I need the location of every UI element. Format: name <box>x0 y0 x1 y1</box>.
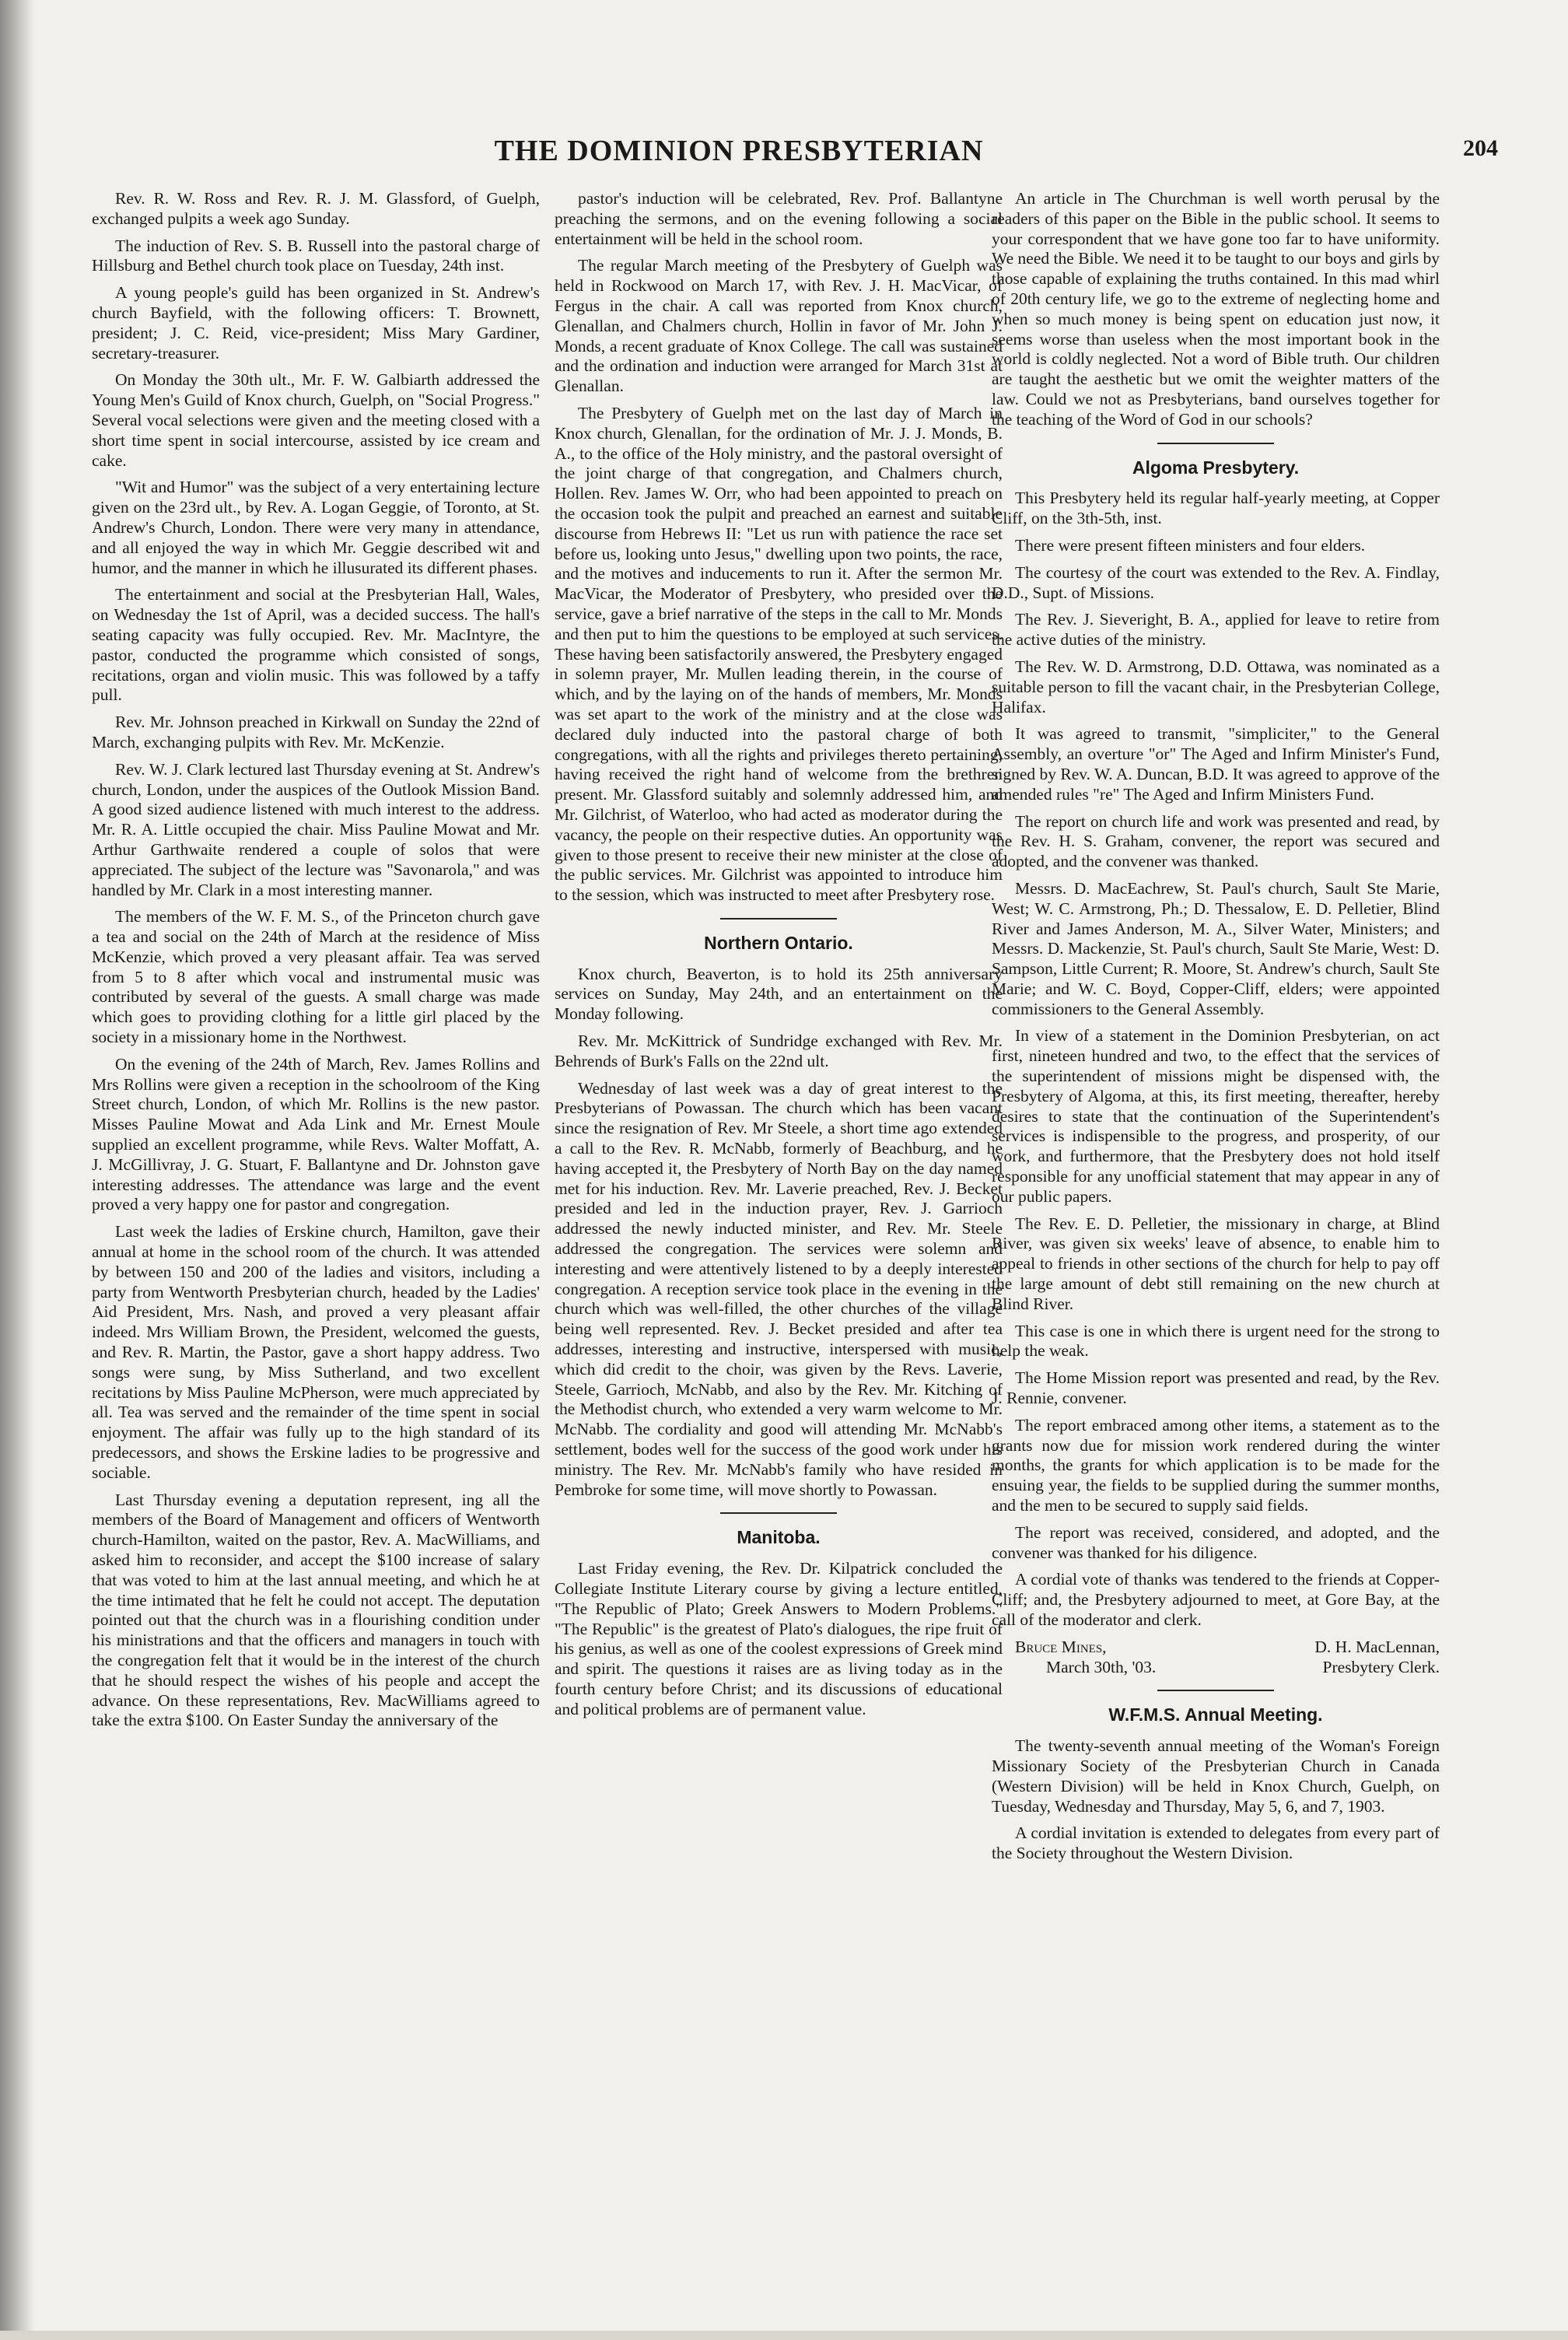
signature-place: Bruce Mines, <box>1015 1637 1107 1656</box>
news-item: The report was received, considered, and adopted, and the convener was thanked for his diligence. <box>992 1522 1440 1562</box>
news-item: The Rev. E. D. Pelletier, the missionary in charge, at Blind River, was given six weeks' leave of absence, to enable him to appeal to friends in other sections of the church for help to pay off the large amount of debt still remaining on the new church at Blind River. <box>992 1214 1440 1313</box>
column-1 <box>92 189 540 2305</box>
news-item: Rev. Mr. McKittrick of Sundridge exchanged with Rev. Mr. Behrends of Burk's Falls on the 22nd ult. <box>555 1032 1003 1070</box>
section-heading-wfms-annual-meeting: W.F.M.S. Annual Meeting. <box>1108 1704 1323 1725</box>
news-item: The members of the W. F. M. S., of the Princeton church gave a tea and social on the 24th of March at the residence of Miss McKenzie, which proved a very pleasant affair. Tea was served from 5 to 8 after which vocal and instrumental music was contributed by several of the guests. A small charge was made which goes to providing clothing for a little girl placed by the society in a missionary home in the Northwest. <box>92 907 540 1047</box>
section-heading-northern-ontario: Northern Ontario. <box>704 932 853 953</box>
section-rule <box>720 918 837 920</box>
section-rule <box>720 1512 837 1514</box>
section-heading-algoma-presbytery: Algoma Presbytery. <box>1132 457 1300 478</box>
news-item: Messrs. D. MacEachrew, St. Paul's church, Sault Ste Marie, West; W. C. Armstrong, Ph.; D. Thessalow, E. D. Pelletier, Blind River and James Anderson, M. A., Silver Water, Ministers; and Messrs. D. Mackenzie, St. Paul's church, Sault Ste Marie, West: D. Sampson, Little Current; R. Moore, St. Andrew's church, Sault Ste Marie; and W. C. Boyd, Copper-Cliff, elders; were appointed commissioners to the General Assembly. <box>992 878 1440 1018</box>
publication-title: THE DOMINION PRESBYTERIAN <box>494 135 984 167</box>
signature-line-2 <box>992 1658 1440 1678</box>
column-3 <box>992 189 1440 2305</box>
news-item: The twenty-seventh annual meeting of the Woman's Foreign Missionary Society of the Presbyterian Church in Canada (Western Division) will be held in Knox Church, Guelph, on Tuesday, Wednesday and Thursday, May 5, 6, and 7, 1903. <box>992 1736 1440 1816</box>
news-item: An article in The Churchman is well worth perusal by the readers of this paper on the Bible in the public school. It seems to your correspondent that we have gone too far to have uniformity. We need the Bible. We need it to be taught to our boys and girls by those capable of explaining the truths contained. In this mad whirl of 20th century life, we go to the extreme of neglecting home and when so much money is being spent on education just now, it seems worse than useless when the most important book in the world is coldly neglected. Not a word of Bible truth. Our children are taught the aesthetic but we omit the weighter matters of the law. Could we not as Presbyterians, band ourselves together for the teaching of the Word of God in our schools? <box>992 189 1440 429</box>
news-item: Last Thursday evening a deputation represent, ing all the members of the Board of Management and officers of Wentworth church-Hamilton, waited on the pastor, Rev. A. MacWilliams, and asked him to reconsider, and accept the $100 increase of salary that was voted to him at the last annual meeting, and which he at the time intimated that he felt he could not accept. The deputation pointed out that the church was in a flourishing condition under his ministrations and that the officers and managers in touch with the congregation felt that it would be in the interest of the church that he should respect the wishes of his people and accept the advance. On these representations, Rev. MacWilliams agreed to take the extra $100. On Easter Sunday the anniversary of the <box>92 1490 540 1730</box>
news-item: A cordial invitation is extended to delegates from every part of the Society throughout the Western Division. <box>992 1823 1440 1863</box>
news-item: This Presbytery held its regular half-yearly meeting, at Copper Cliff, on the 3th-5th, inst. <box>992 489 1440 528</box>
scan-bottom-edge <box>0 2331 1568 2340</box>
section-rule <box>1157 1690 1274 1691</box>
news-item: The Rev. J. Sieveright, B. A., applied for leave to retire from the active duties of the ministry. <box>992 610 1440 650</box>
news-item: The report embraced among other items, a statement as to the grants now due for mission work rendered during the winter months, the grants for which application is to be made for the ensuing year, the fields to be supplied during the summer months, and the men to be secured to supply said fields. <box>992 1415 1440 1515</box>
news-item: It was agreed to transmit, "simpliciter," to the General Assembly, an overture "or" The Aged and Infirm Minister's Fund, signed by Rev. W. A. Duncan, B.D. It was agreed to approve of the amended rules "re" The Aged and Infirm Ministers Fund. <box>992 724 1440 804</box>
news-item: Rev. R. W. Ross and Rev. R. J. M. Glassford, of Guelph, exchanged pulpits a week ago Sunday. <box>92 189 540 228</box>
news-item: pastor's induction will be celebrated, Rev. Prof. Ballantyne preaching the sermons, and on the evening following a social entertainment will be held in the school room. <box>555 189 1003 248</box>
news-item: On the evening of the 24th of March, Rev. James Rollins and Mrs Rollins were given a reception in the schoolroom of the King Street church, London, of which Mr. Rollins is the new pastor. Misses Pauline Mowat and Ada Link and Mr. Ernest Moule supplied an excellent programme, while Revs. Walter Moffatt, A. J. McGillivray, J. G. Stuart, F. Ballantyne and Dr. Johnston gave interesting addresses. The attendance was large and the event proved a very happy one for pastor and congregation. <box>92 1054 540 1214</box>
news-item: Last week the ladies of Erskine church, Hamilton, gave their annual at home in the school room of the church. It was attended by between 150 and 200 of the ladies and visitors, including a party from Wentworth Presbyterian church, headed by the Ladies' Aid President, Mrs. Nash, and proved a very pleasant affair indeed. Mrs William Brown, the President, welcomed the guests, and Rev. R. Martin, the Pastor, gave a short happy address. Two songs were sung, by Miss Sutherland, and two excellent recitations by Miss Pauline McPherson, were much appreciated by all. Tea was served and the remainder of the time spent in social enjoyment. The affair was fully up to the high standard of its predecessors, and shows the Erskine ladies to be progressive and sociable. <box>92 1222 540 1482</box>
signature-date: March 30th, '03. <box>1046 1657 1157 1676</box>
news-item: Knox church, Beaverton, is to hold its 25th anniversary services on Sunday, May 24th, and an entertainment on the Monday following. <box>555 964 1003 1024</box>
page-number: 204 <box>1463 135 1498 161</box>
signature-role: Presbytery Clerk. <box>1322 1657 1440 1676</box>
news-item: Last Friday evening, the Rev. Dr. Kilpatrick concluded the Collegiate Institute Literary course by giving a lecture entitled, "The Republic of Plato; Greek Answers to Modern Problems." "The Republic" is the greatest of Plato's dialogues, the ripe fruit of his genius, as well as one of the coolest expressions of Greek mind and spirit. The questions it raises are as living today as in the fourth century before Christ; and its discussions of educational and political problems are of permanent value. <box>555 1559 1003 1718</box>
signature-line-1 <box>992 1638 1440 1658</box>
news-item: On Monday the 30th ult., Mr. F. W. Galbiarth addressed the Young Men's Guild of Knox church, Guelph, on "Social Progress." Several vocal selections were given and the meeting closed with a short time spent in social intercourse, assisted by ice cream and cake. <box>92 370 540 470</box>
masthead <box>0 131 1568 177</box>
news-item: Rev. W. J. Clark lectured last Thursday evening at St. Andrew's church, London, under the auspices of the Outlook Mission Band. A good sized audience listened with much interest to the address. Mr. R. A. Little occupied the chair. Miss Pauline Mowat and Mr. Arthur Garthwaite rendered a couple of solos that were appreciated. The subject of the lecture was "Savonarola," and was handled by Mr. Clark in a most interesting manner. <box>92 759 540 899</box>
news-item: This case is one in which there is urgent need for the strong to help the weak. <box>992 1321 1440 1361</box>
news-item: There were present fifteen ministers and four elders. <box>1015 535 1366 555</box>
news-item: The entertainment and social at the Presbyterian Hall, Wales, on Wednesday the 1st of April, was a decided success. The hall's seating capacity was fully occupied. Rev. Mr. MacIntyre, the pastor, conducted the programme which consisted of songs, recitations, organ and violin music. This was followed by a taffy pull. <box>92 585 540 705</box>
news-item: The Rev. W. D. Armstrong, D.D. Ottawa, was nominated as a suitable person to fill the vacant chair, in the Presbyterian College, Halifax. <box>992 657 1440 716</box>
news-item: Wednesday of last week was a day of great interest to the Presbyterians of Powassan. The church which has been vacant since the resignation of Rev. Mr Steele, a short time ago extended a call to the Rev. R. McNabb, formerly of Beachburg, and he having accepted it, the Presbytery of North Bay on the day named met for his induction. Rev. Mr. Laverie preached, Rev. J. Becket presided and led in the induction prayer, Rev. J. Garrioch addressed the newly inducted minister, and Rev. Mr. Steele addressed the congregation. The services were solemn and interesting and were attentively listened to by a deeply interested congregation. A reception service took place in the evening in the church which was well-filled, the other churches of the village being well represented. Rev. J. Becket presided and after tea addresses, interesting and instructive, interspersed with music, which did credit to the choir, was given by the Revs. Laverie, Steele, Garrioch, McNabb, and also by the Rev. Mr. Kitching of the Methodist church, who extended a very warm welcome to Mr. McNabb. The cordiality and good will attending Mr. McNabb's settlement, bodes well for the success of the good work under his ministry. The Rev. Mr. McNabb's family who have resided in Pembroke for some time, will move shortly to Powassan. <box>555 1078 1003 1499</box>
section-heading-manitoba: Manitoba. <box>737 1527 821 1548</box>
news-item: A cordial vote of thanks was tendered to the friends at Copper-Cliff; and, the Presbytery adjourned to meet, at Gore Bay, at the call of the moderator and clerk. <box>992 1570 1440 1629</box>
section-rule <box>1157 443 1274 444</box>
news-item: The regular March meeting of the Presbytery of Guelph was held in Rockwood on March 17, with Rev. J. H. MacVicar, of Fergus in the chair. A call was reported from Knox church, Glenallan, and Chalmers church, Hollin in favor of Mr. John J. Monds, a recent graduate of Knox College. The call was sustained and the ordination and induction were arranged for March 31st at Glenallan. <box>555 256 1003 396</box>
news-item: The report on church life and work was presented and read, by the Rev. H. S. Graham, convener, the report was secured and adopted, and the convener was thanked. <box>992 811 1440 871</box>
news-item: "Wit and Humor" was the subject of a very entertaining lecture given on the 23rd ult., by Rev. A. Logan Geggie, of Toronto, at St. Andrew's Church, London. There were very many in attendance, and all enjoyed the way in which Mr. Geggie described wit and humor, and the manner in which he illusurated its different phases. <box>92 478 540 577</box>
news-item: The courtesy of the court was extended to the Rev. A. Findlay, D.D., Supt. of Missions. <box>992 562 1440 602</box>
news-item: The induction of Rev. S. B. Russell into the pastoral charge of Hillsburg and Bethel church took place on Tuesday, 24th inst. <box>92 236 540 275</box>
news-item: Rev. Mr. Johnson preached in Kirkwall on Sunday the 22nd of March, exchanging pulpits with Rev. Mr. McKenzie. <box>92 713 540 751</box>
signature-name: D. H. MacLennan, <box>1314 1637 1440 1656</box>
news-item: A young people's guild has been organized in St. Andrew's church Bayfield, with the following officers: T. Brownett, president; J. C. Reid, vice-president; Miss Mary Gardiner, secretary-treasurer. <box>92 283 540 363</box>
news-item: The Presbytery of Guelph met on the last day of March in Knox church, Glenallan, for the ordination of Mr. J. J. Monds, B. A., to the office of the Holy ministry, and the pastoral oversight of the joint charge of that congregation, and Chalmers church, Hollen. Rev. James W. Orr, who had been appointed to preach on the occasion took the pulpit and preached an earnest and suitable discourse from Hebrews II: "Let us run with patience the race set before us, looking unto Jesus," dwelling upon two points, the race, and the motives and inducements to run it. After the sermon Mr. MacVicar, the Moderator of Presbytery, who presided over the service, gave a brief narrative of the steps in the call to Mr. Monds and then put to him the questions to be employed at such services. These having been satisfactorily answered, the Presbytery engaged in solemn prayer, Mr. Mullen leading therein, in the course of which, and by the laying on of the hands of members, Mr. Monds was set apart to the work of the ministry and at the close was declared duly inducted into the pastoral charge of both congregations, with all the rights and privileges thereto pertaining, having received the right hand of welcome from the brethren present. Mr. Glassford suitably and solemnly addressed him, and Mr. Gilchrist, of Waterloo, who had acted as moderator during the vacancy, the people on their respective duties. An opportunity was given to those present to receive their new minister at the close of the public services. Mr. Gilchrist was appointed to introduce him to the session, which was instructed to meet after Presbytery rose. <box>555 403 1003 905</box>
news-item: The Home Mission report was presented and read, by the Rev. J. Rennie, convener. <box>992 1368 1440 1408</box>
column-2 <box>555 189 1003 2305</box>
scan-edge <box>0 0 34 2340</box>
news-item: In view of a statement in the Dominion Presbyterian, on act first, nineteen hundred and two, to the effect that the services of the superintendent of missions might be dispensed with, the Presbytery of Algoma, at this, its first meeting, thereafter, hereby desires to state that the continuation of the Superintendent's services is indispensible to the progress, and prosperity, of our work, and furthermore, that the Presbytery does not hold itself responsible for any unofficial statement that may appear in any of our public papers. <box>992 1026 1440 1206</box>
